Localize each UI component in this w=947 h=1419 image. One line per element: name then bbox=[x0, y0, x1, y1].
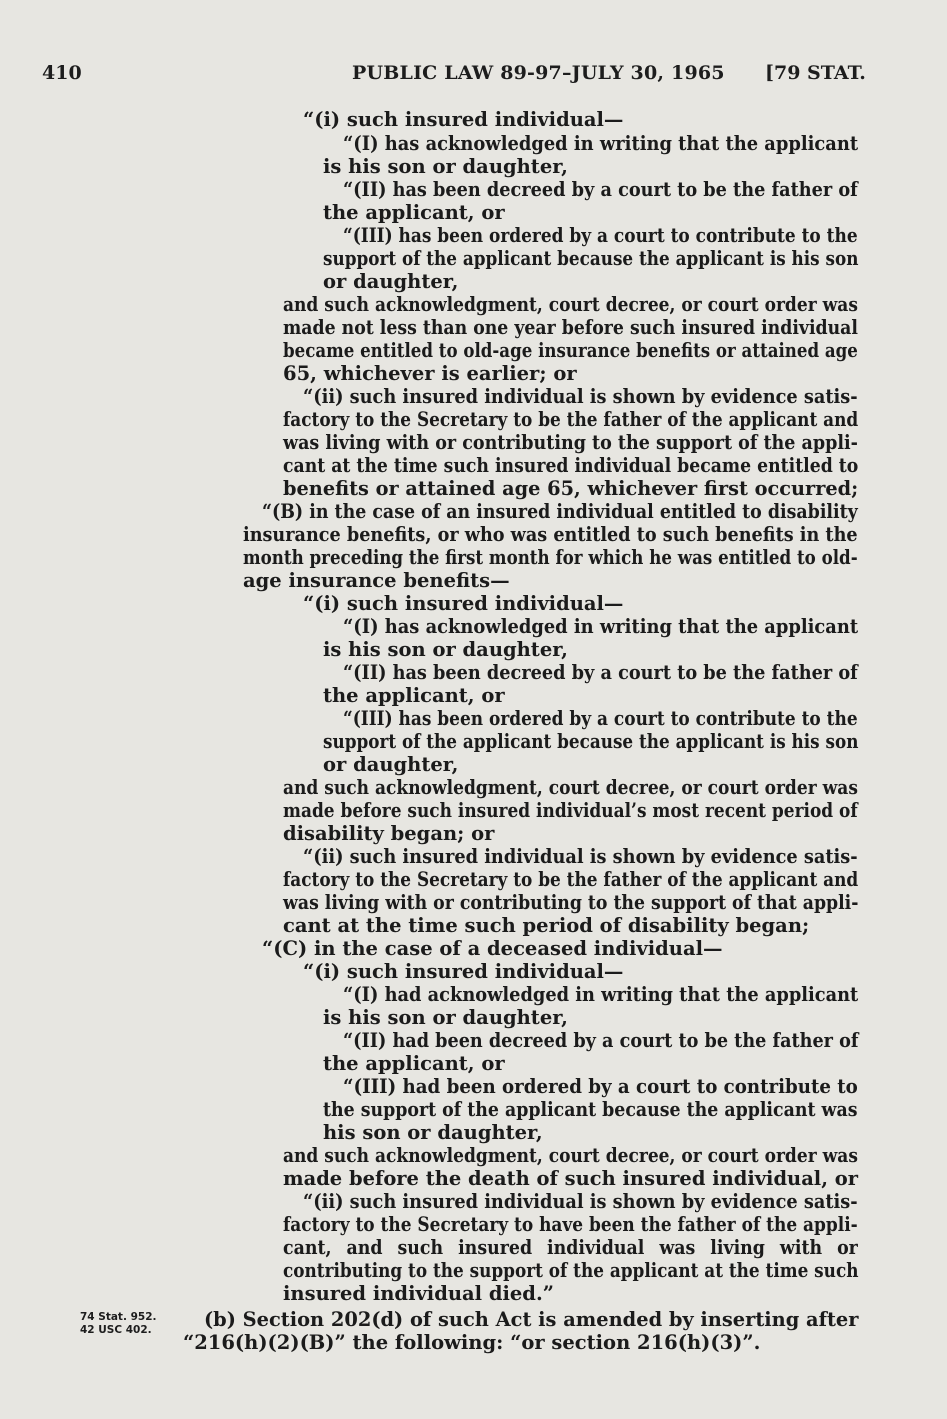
text-line: “(III) has been ordered by a court to contribute to the bbox=[343, 707, 858, 730]
text-line: was living with or contributing to the support of that appli- bbox=[283, 891, 859, 914]
text-line: is his son or daughter, bbox=[323, 1006, 568, 1029]
text-line: benefits or attained age 65, whichever first occurred; bbox=[283, 477, 859, 500]
text-line: “(ii) such insured individual is shown by evidence satis- bbox=[303, 385, 858, 408]
text-line: “(III) has been ordered by a court to contribute to the bbox=[343, 224, 858, 247]
text-line: the applicant, or bbox=[323, 1052, 505, 1075]
text-line: “(C) in the case of a deceased individual— bbox=[262, 937, 723, 960]
text-line: became entitled to old-age insurance benefits or attained age bbox=[283, 339, 858, 362]
text-line: (b) Section 202(d) of such Act is amended by inserting after bbox=[204, 1308, 859, 1331]
text-line: made before such insured individual’s most recent period of bbox=[283, 799, 858, 822]
text-line: “(II) has been decreed by a court to be the father of bbox=[343, 661, 858, 684]
text-line: factory to the Secretary to have been the father of the appli- bbox=[283, 1213, 858, 1236]
text-line: support of the applicant because the applicant is his son bbox=[323, 247, 859, 270]
text-line: cant at the time such period of disability began; bbox=[283, 914, 810, 937]
text-line: the applicant, or bbox=[323, 201, 505, 224]
text-line: month preceding the first month for which he was entitled to old- bbox=[243, 546, 858, 569]
text-line: “(II) has been decreed by a court to be the father of bbox=[343, 178, 858, 201]
text-line: 65, whichever is earlier; or bbox=[283, 362, 577, 385]
text-line: factory to the Secretary to be the father of the applicant and bbox=[283, 868, 859, 891]
text-line: “(B) in the case of an insured individual entitled to disability bbox=[262, 500, 858, 523]
text-line: insured individual died.” bbox=[283, 1282, 554, 1305]
text-line: and such acknowledgment, court decree, or court order was bbox=[283, 293, 858, 316]
text-line: his son or daughter, bbox=[323, 1121, 543, 1144]
text-line: factory to the Secretary to be the father of the applicant and bbox=[283, 408, 859, 431]
text-line: “(I) has acknowledged in writing that the applicant bbox=[343, 132, 859, 155]
text-line: made not less than one year before such insured individual bbox=[283, 316, 858, 339]
page-header bbox=[0, 62, 947, 92]
text-line: “(I) had acknowledged in writing that the applicant bbox=[343, 983, 859, 1006]
text-line: is his son or daughter, bbox=[323, 638, 568, 661]
margin-note: 74 Stat. 952. bbox=[80, 1311, 157, 1323]
text-line: support of the applicant because the applicant is his son bbox=[323, 730, 859, 753]
text-line: made before the death of such insured individual, or bbox=[283, 1167, 858, 1190]
text-line: “(III) had been ordered by a court to contribute to bbox=[343, 1075, 858, 1098]
text-line: “(ii) such insured individual is shown by evidence satis- bbox=[303, 1190, 858, 1213]
text-line: contributing to the support of the applicant at the time such bbox=[283, 1259, 859, 1282]
text-line: “(i) such insured individual— bbox=[303, 960, 624, 983]
text-line: “(i) such insured individual— bbox=[303, 108, 624, 131]
text-line: insurance benefits, or who was entitled to such benefits in the bbox=[243, 523, 858, 546]
text-line: and such acknowledgment, court decree, or court order was bbox=[283, 776, 858, 799]
text-line: “(i) such insured individual— bbox=[303, 592, 624, 615]
text-line: disability began; or bbox=[283, 822, 495, 845]
volume-reference: [79 STAT. bbox=[765, 62, 866, 84]
text-line: is his son or daughter, bbox=[323, 155, 568, 178]
page-number: 410 bbox=[42, 62, 82, 84]
text-line: cant at the time such insured individual became entitled to bbox=[283, 454, 859, 477]
text-line: “(I) has acknowledged in writing that the applicant bbox=[343, 615, 859, 638]
text-line: “216(h)(2)(B)” the following: “or section 216(h)(3)”. bbox=[183, 1331, 761, 1354]
text-line: and such acknowledgment, court decree, or court order was bbox=[283, 1144, 858, 1167]
text-line: “(II) had been decreed by a court to be the father of bbox=[343, 1029, 859, 1052]
margin-note: 42 USC 402. bbox=[80, 1324, 152, 1336]
text-line: the applicant, or bbox=[323, 684, 505, 707]
running-title: PUBLIC LAW 89-97–JULY 30, 1965 bbox=[352, 62, 725, 84]
text-line: or daughter, bbox=[323, 753, 459, 776]
text-line: the support of the applicant because the applicant was bbox=[323, 1098, 858, 1121]
text-line: “(ii) such insured individual is shown by evidence satis- bbox=[303, 845, 858, 868]
text-line: cant, and such insured individual was living with or bbox=[283, 1236, 858, 1259]
text-line: or daughter, bbox=[323, 270, 459, 293]
text-line: was living with or contributing to the support of the appli- bbox=[283, 431, 858, 454]
text-line: age insurance benefits— bbox=[243, 569, 510, 592]
